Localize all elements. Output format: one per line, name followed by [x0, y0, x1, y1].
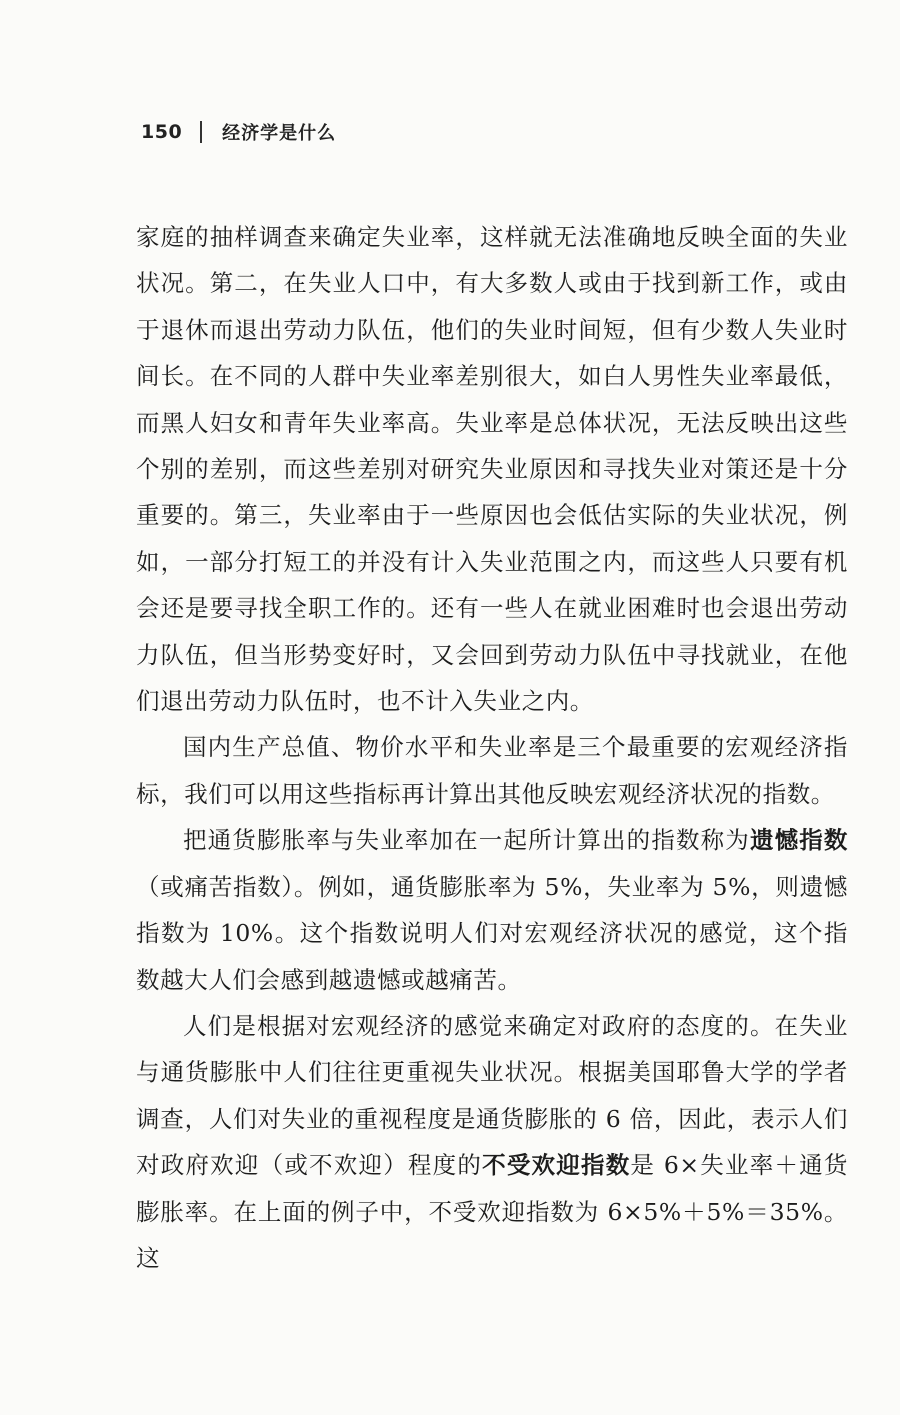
page-number: 150 — [141, 121, 183, 143]
paragraph-text: 人们是根据对宏观经济的感觉来确定对政府的态度的。在失业与通货膨胀中人们往往更重视失业状况。根据美国耶鲁大学的学者调查，人们对失业的重视程度是通货膨胀的 6 倍，因此，表示人们对政府欢迎（或不欢迎）程度的 — [136, 1011, 848, 1180]
paragraph — [136, 724, 848, 817]
key-term-regret-index: 遗憾指数 — [749, 826, 848, 855]
paragraph-text: 国内生产总值、物价水平和失业率是三个最重要的宏观经济指标，我们可以用这些指标再计算出其他反映宏观经济状况的指数。 — [136, 733, 848, 808]
paragraph-text: （或痛苦指数）。例如，通货膨胀率为 5%，失业率为 5%，则遗憾指数为 10%。这个指数说明人们对宏观经济状况的感觉，这个指数越大人们会感到越遗憾或越痛苦。 — [136, 872, 848, 994]
paragraph-text: 把通货膨胀率与失业率加在一起所计算出的指数称为 — [183, 826, 750, 855]
header-divider — [200, 121, 202, 143]
paragraph — [136, 1003, 848, 1281]
running-head — [141, 117, 336, 147]
key-term-unpopularity-index: 不受欢迎指数 — [482, 1151, 631, 1180]
paragraph-text: 是 6×失业率＋通货膨胀率。在上面的例子中，不受欢迎指数为 6×5%＋5%＝35%。这 — [136, 1151, 848, 1272]
body-text — [136, 214, 848, 1281]
paragraph-text: 家庭的抽样调查来确定失业率，这样就无法准确地反映全面的失业状况。第二，在失业人口中，有大多数人或由于找到新工作，或由于退休而退出劳动力队伍，他们的失业时间短，但有少数人失业时间长。在不同的人群中失业率差别很大，如白人男性失业率最低，而黑人妇女和青年失业率高。失业率是总体状况，无法反映出这些个别的差别，而这些差别对研究失业原因和寻找失业对策还是十分重要的。第三，失业率由于一些原因也会低估实际的失业状况，例如，一部分打短工的并没有计入失业范围之内，而这些人只要有机会还是要寻找全职工作的。还有一些人在就业困难时也会退出劳动力队伍，但当形势变好时，又会回到劳动力队伍中寻找就业，在他们退出劳动力队伍时，也不计入失业之内。 — [136, 223, 848, 716]
paragraph — [136, 817, 848, 1003]
book-title: 经济学是什么 — [222, 123, 337, 144]
paragraph — [136, 214, 848, 724]
